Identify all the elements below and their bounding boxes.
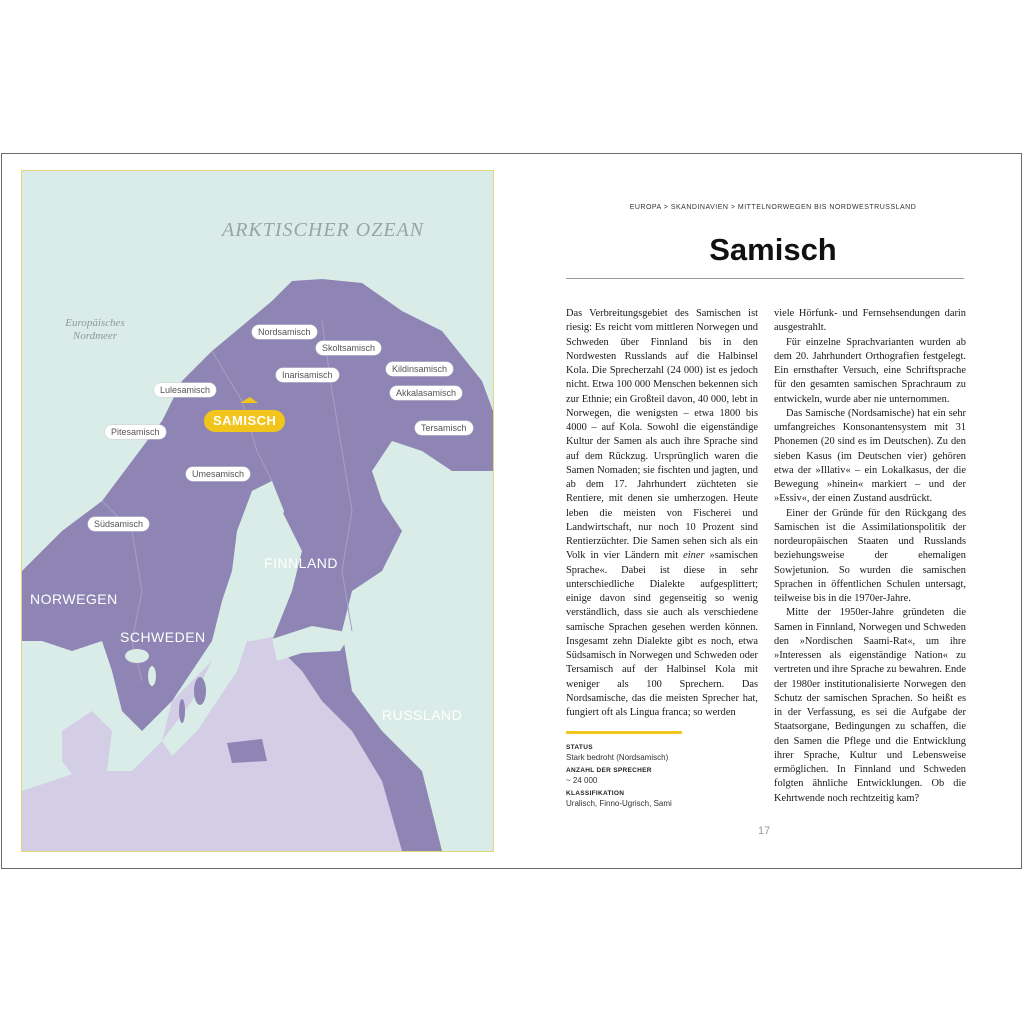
country-label: RUSSLAND	[382, 707, 463, 723]
classification-label: KLASSIFIKATION	[566, 790, 625, 797]
paragraph: Mitte der 1950er-Jahre gründeten die Samen in Finnland, Norwegen und Schweden den »Nordischen Saami-Rat«, um ihre »Interessen als eigenständige Nation« zu vertreten und ihre Sprache zu bewahren. Ende der 1980er institutionalisierte Norwegen den Schutz der samischen Sprachen. So heißt es in der Verfassung, es sei die Aufgabe der Staatsorgane, Bedingungen zu schaffen, die den Samen die Pflege und die Entwicklung ihrer Sprache, Kultur und Lebensweise ermöglichen. In Finnland und Schweden folgten ähnliche Entwicklungen. Ob die Kehrtwende noch rechtzeitig kam?	[774, 607, 966, 804]
dialect-label: Lulesamisch	[154, 383, 216, 397]
speakers-label: ANZAHL DER SPRECHER	[566, 767, 652, 774]
paragraph-text: Das Verbreitungsgebiet des Samischen ist riesig: Es reicht vom mittleren Norwegen und Schweden über Finnland bis in den Nordwesten Russlands auf die Halbinsel Kola. Die Sprecherzahl (24 000) ist es jedoch nicht. Etwa 100 000 Menschen bekennen sich zur Ethnie; ein Großteil davon, 40 000, lebt in Norwegen, die wenigsten – etwa 1800 bis 4000 – auf Kola. Sowohl die eigenständige Kultur der Samen als auch ihre Sprache sind auf dem Rückzug. Ursprünglich waren die Samen Nomaden; sie fischten und jagten, und ab dem 17. Jahrhundert züchteten sie Rentiere, mit denen sie umherzogen. Heute leben die meisten von Fischerei und Landwirtschaft, nur noch 10 Prozent sind Rentierzüchter. Die Samen sehen sich als ein Volk in vier Ländern mit	[566, 308, 758, 562]
ocean-label: ARKTISCHER OZEAN	[222, 219, 425, 241]
speakers-value: ~ 24 000	[566, 776, 598, 785]
saaremaa	[247, 645, 267, 657]
dialect-label: Südsamisch	[88, 517, 149, 531]
country-label: NORWEGEN	[30, 591, 118, 607]
dialect-label: Tersamisch	[415, 421, 473, 435]
sea-label: Europäisches Nordmeer	[65, 317, 125, 342]
paragraph: Für einzelne Sprachvarianten wurden ab dem 20. Jahrhundert Orthografien festgelegt. Ein ernsthafter Versuch, eine Schriftsprache für den gesamten samischen Sprachraum zu entwickeln, wurde aber nie unternommen.	[774, 336, 966, 405]
paragraph: Einer der Gründe für den Rückgang des Samischen ist die Assimilationspolitik der nordeuropäischen Staaten und Russlands beziehungsweise der ehemaligen Sowjetunion. So wurden die samischen Sprachen in öffentlichen Schulen untersagt, teilweise bis in die 1970er-Jahre.	[774, 507, 966, 604]
paragraph: viele Hörfunk- und Fernsehsendungen darin ausgestrahlt.	[774, 308, 966, 334]
dialect-label: Kildinsamisch	[386, 362, 453, 376]
map	[21, 170, 494, 852]
dialect-label: Umesamisch	[186, 467, 250, 481]
meta-accent-rule	[566, 731, 682, 734]
page-title: Samisch	[709, 232, 837, 267]
paragraph: Das Samische (Nordsamische) hat ein sehr umfangreiches Konsonantensystem mit 31 Phonemen (20 sind es im Deutschen). Zu den sieben Kasus (im Deutschen vier) gehören etwa der »Illativ« – ein Lokalkasus, der die Bewegung »hinein« markiert – und der »Essiv«, der einen Zustand ausdrückt.	[774, 407, 966, 505]
denmark	[62, 711, 112, 781]
lake-vattern	[148, 666, 156, 686]
dialect-label: Nordsamisch	[252, 325, 317, 339]
book-spread	[1, 153, 1022, 869]
fact-box	[566, 743, 766, 812]
status-value: Stark bedroht (Nordsamisch)	[566, 753, 669, 762]
status-label: STATUS	[566, 744, 593, 751]
samisch-highlight-label: SAMISCH	[204, 410, 285, 432]
kaliningrad	[227, 739, 267, 763]
country-label: FINNLAND	[264, 555, 339, 571]
dialect-label: Akkalasamisch	[390, 386, 462, 400]
white-sea	[392, 461, 462, 526]
lake-vanern	[125, 649, 149, 663]
paragraph-text: »samischen Sprache«. Dabei ist diese in sehr unterschiedliche Dialekte aufgesplittert; einige davon sind gegenseitig so wenig verständlich, dass sie auch als verschiedene samische Sprachen gesehen werden können. Insgesamt zehn Dialekte gibt es noch, etwa Südsamisch in Norwegen und Schweden oder Tersamisch auf der Halbinsel Kola mit weniger als 100 Sprechern. Das Nordsamische, das die meisten Sprecher hat, fungiert oft als Lingua franca; so werden	[566, 550, 758, 718]
dialect-label: Inarisamisch	[276, 368, 339, 382]
paragraph	[566, 307, 758, 720]
dialect-label: Skoltsamisch	[316, 341, 381, 355]
lake-ladoga	[360, 596, 388, 636]
map-graphic	[22, 171, 493, 851]
classification-value: Uralisch, Finno-Ugrisch, Sami	[566, 799, 672, 808]
title-rule	[566, 278, 964, 279]
lake-onega	[414, 573, 430, 609]
text-page	[542, 154, 1002, 870]
gotland	[194, 677, 206, 705]
text-column-1	[566, 307, 758, 720]
country-label: SCHWEDEN	[120, 629, 206, 645]
page-number: 17	[758, 825, 771, 837]
emphasis: einer	[683, 550, 705, 562]
dialect-label: Pitesamisch	[105, 425, 166, 439]
oland	[179, 699, 185, 723]
breadcrumb: EUROPA > SKANDINAVIEN > MITTELNORWEGEN BIS NORDWESTRUSSLAND	[629, 204, 917, 211]
text-column-2	[774, 307, 966, 806]
